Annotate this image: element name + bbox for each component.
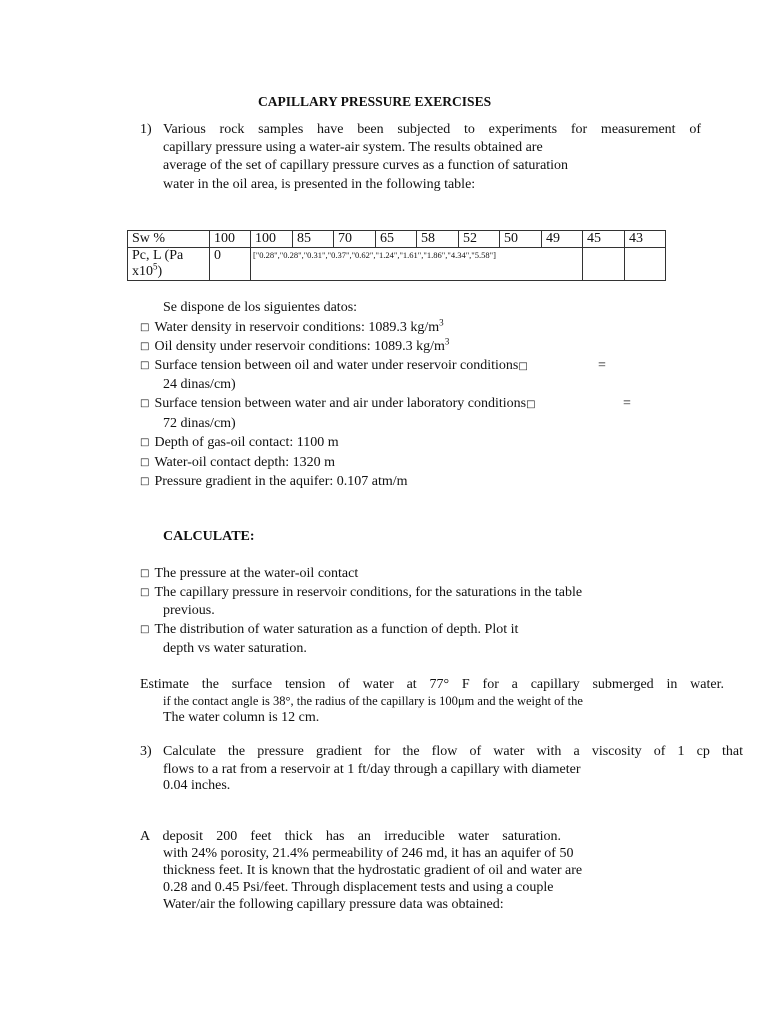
table-row-saturation bbox=[128, 231, 666, 248]
exercise-4-line-5: Water/air the following capillary pressure data was obtained: bbox=[163, 897, 504, 912]
data-item-oil-density bbox=[140, 336, 450, 356]
exercise-1-line-4: water in the oil area, is presented in the following table: bbox=[163, 177, 476, 192]
page-title: CAPILLARY PRESSURE EXERCISES bbox=[258, 94, 492, 109]
calculate-item-1: □ The pressure at the water-oil contact bbox=[140, 566, 358, 583]
exercise-3-line-2: flows to a rat from a reservoir at 1 ft/day through a capillary with diameter bbox=[163, 762, 581, 777]
pc-label-exponent: 5 bbox=[153, 261, 158, 272]
exercise-2-line-2: if the contact angle is 38°, the radius of the capillary is 100μm and the weight of the bbox=[163, 694, 583, 708]
table-cell-sw: 100 bbox=[251, 231, 293, 248]
table-cell-pc: 0 bbox=[210, 248, 251, 281]
data-item-tension-oil-water bbox=[140, 358, 528, 375]
exercise-4-line-2: with 24% porosity, 21.4% permeability of 246 md, it has an aquifer of 50 bbox=[163, 846, 574, 861]
exercise-4-line-3: thickness feet. It is known that the hydrostatic gradient of oil and water are bbox=[163, 863, 583, 878]
tension-oil-water-value: 24 dinas/cm) bbox=[163, 377, 236, 392]
exercise-3-line-1: Calculate the pressure gradient for the flow of water with a viscosity of 1 cp that bbox=[163, 744, 743, 759]
table-cell-sw: 49 bbox=[542, 231, 583, 248]
exercise-3-number: 3) bbox=[140, 744, 152, 759]
table-cell-pc-empty bbox=[583, 248, 625, 281]
table-cell-sw: 100 bbox=[210, 231, 251, 248]
pc-label-unit: x10 bbox=[132, 264, 153, 279]
calculate-item-2-continued: previous. bbox=[163, 603, 215, 618]
tension-water-air-value: 72 dinas/cm) bbox=[163, 416, 236, 431]
calculate-item-2: □ The capillary pressure in reservoir conditions, for the saturations in the table bbox=[140, 585, 582, 602]
data-item-water-density bbox=[140, 317, 444, 337]
pc-label-text: Pc, L (Pa bbox=[132, 248, 184, 263]
data-item-tension-water-air bbox=[140, 396, 536, 413]
table-cell-sw-label: Sw % bbox=[128, 231, 210, 248]
table-cell-sw: 43 bbox=[625, 231, 666, 248]
table-cell-sw: 50 bbox=[500, 231, 542, 248]
exercise-3-line-3: 0.04 inches. bbox=[163, 778, 231, 793]
tension-water-air-text: Surface tension between water and air under laboratory conditions bbox=[154, 396, 527, 411]
table-cell-pc-values: ["0.28","0.28","0.31","0.37","0.62","1.24","1.61","1.86","4.34","5.58"] bbox=[251, 248, 583, 281]
table-row-capillary-pressure bbox=[128, 248, 666, 281]
table-cell-sw: 85 bbox=[293, 231, 334, 248]
calculate-item-3: □ The distribution of water saturation as a function of depth. Plot it bbox=[140, 622, 518, 639]
oil-density-text: Oil density under reservoir conditions: 1089.3 kg/m bbox=[154, 339, 445, 354]
exercise-1-number: 1) bbox=[140, 122, 152, 137]
missing-glyph-icon: □ bbox=[526, 399, 536, 410]
table-cell-sw: 70 bbox=[334, 231, 376, 248]
exercise-1-line-1: Various rock samples have been subjected to experiments for measurement of bbox=[163, 122, 701, 137]
calculate-item-3-continued: depth vs water saturation. bbox=[163, 641, 307, 656]
table-cell-pc-empty bbox=[625, 248, 666, 281]
cube-exponent: 3 bbox=[439, 317, 444, 328]
data-intro: Se dispone de los siguientes datos: bbox=[163, 300, 358, 315]
table-cell-sw: 65 bbox=[376, 231, 417, 248]
exercise-2-line-3: The water column is 12 cm. bbox=[163, 710, 320, 725]
exercise-1-line-3: average of the set of capillary pressure curves as a function of saturation bbox=[163, 158, 569, 173]
water-density-text: Water density in reservoir conditions: 1089.3 kg/m bbox=[154, 320, 440, 335]
equals-sign: = bbox=[598, 358, 606, 373]
exercise-4-line-4: 0.28 and 0.45 Psi/feet. Through displacement tests and using a couple bbox=[163, 880, 554, 895]
table-cell-sw: 52 bbox=[459, 231, 500, 248]
tension-oil-water-text: Surface tension between oil and water under reservoir conditions bbox=[154, 358, 519, 373]
pc-label-close: ) bbox=[157, 264, 163, 279]
exercise-1-line-2: capillary pressure using a water-air system. The results obtained are bbox=[163, 140, 543, 155]
exercise-2-line-1: Estimate the surface tension of water at 77° F for a capillary submerged in water. bbox=[140, 677, 724, 692]
data-item-gas-oil-contact: □ Depth of gas-oil contact: 1100 m bbox=[140, 435, 339, 452]
table-cell-sw: 58 bbox=[417, 231, 459, 248]
table-cell-sw: 45 bbox=[583, 231, 625, 248]
table-cell-pc-label bbox=[128, 248, 210, 281]
data-item-water-oil-contact: □ Water-oil contact depth: 1320 m bbox=[140, 455, 335, 472]
exercise-4-line-1: A deposit 200 feet thick has an irreducible water saturation. bbox=[140, 829, 561, 844]
equals-sign: = bbox=[623, 396, 631, 411]
calculate-heading: CALCULATE: bbox=[163, 529, 255, 544]
data-item-pressure-gradient: □ Pressure gradient in the aquifer: 0.107 atm/m bbox=[140, 474, 408, 491]
capillary-pressure-table bbox=[127, 230, 666, 281]
missing-glyph-icon: □ bbox=[518, 361, 528, 372]
cube-exponent: 3 bbox=[444, 336, 450, 347]
